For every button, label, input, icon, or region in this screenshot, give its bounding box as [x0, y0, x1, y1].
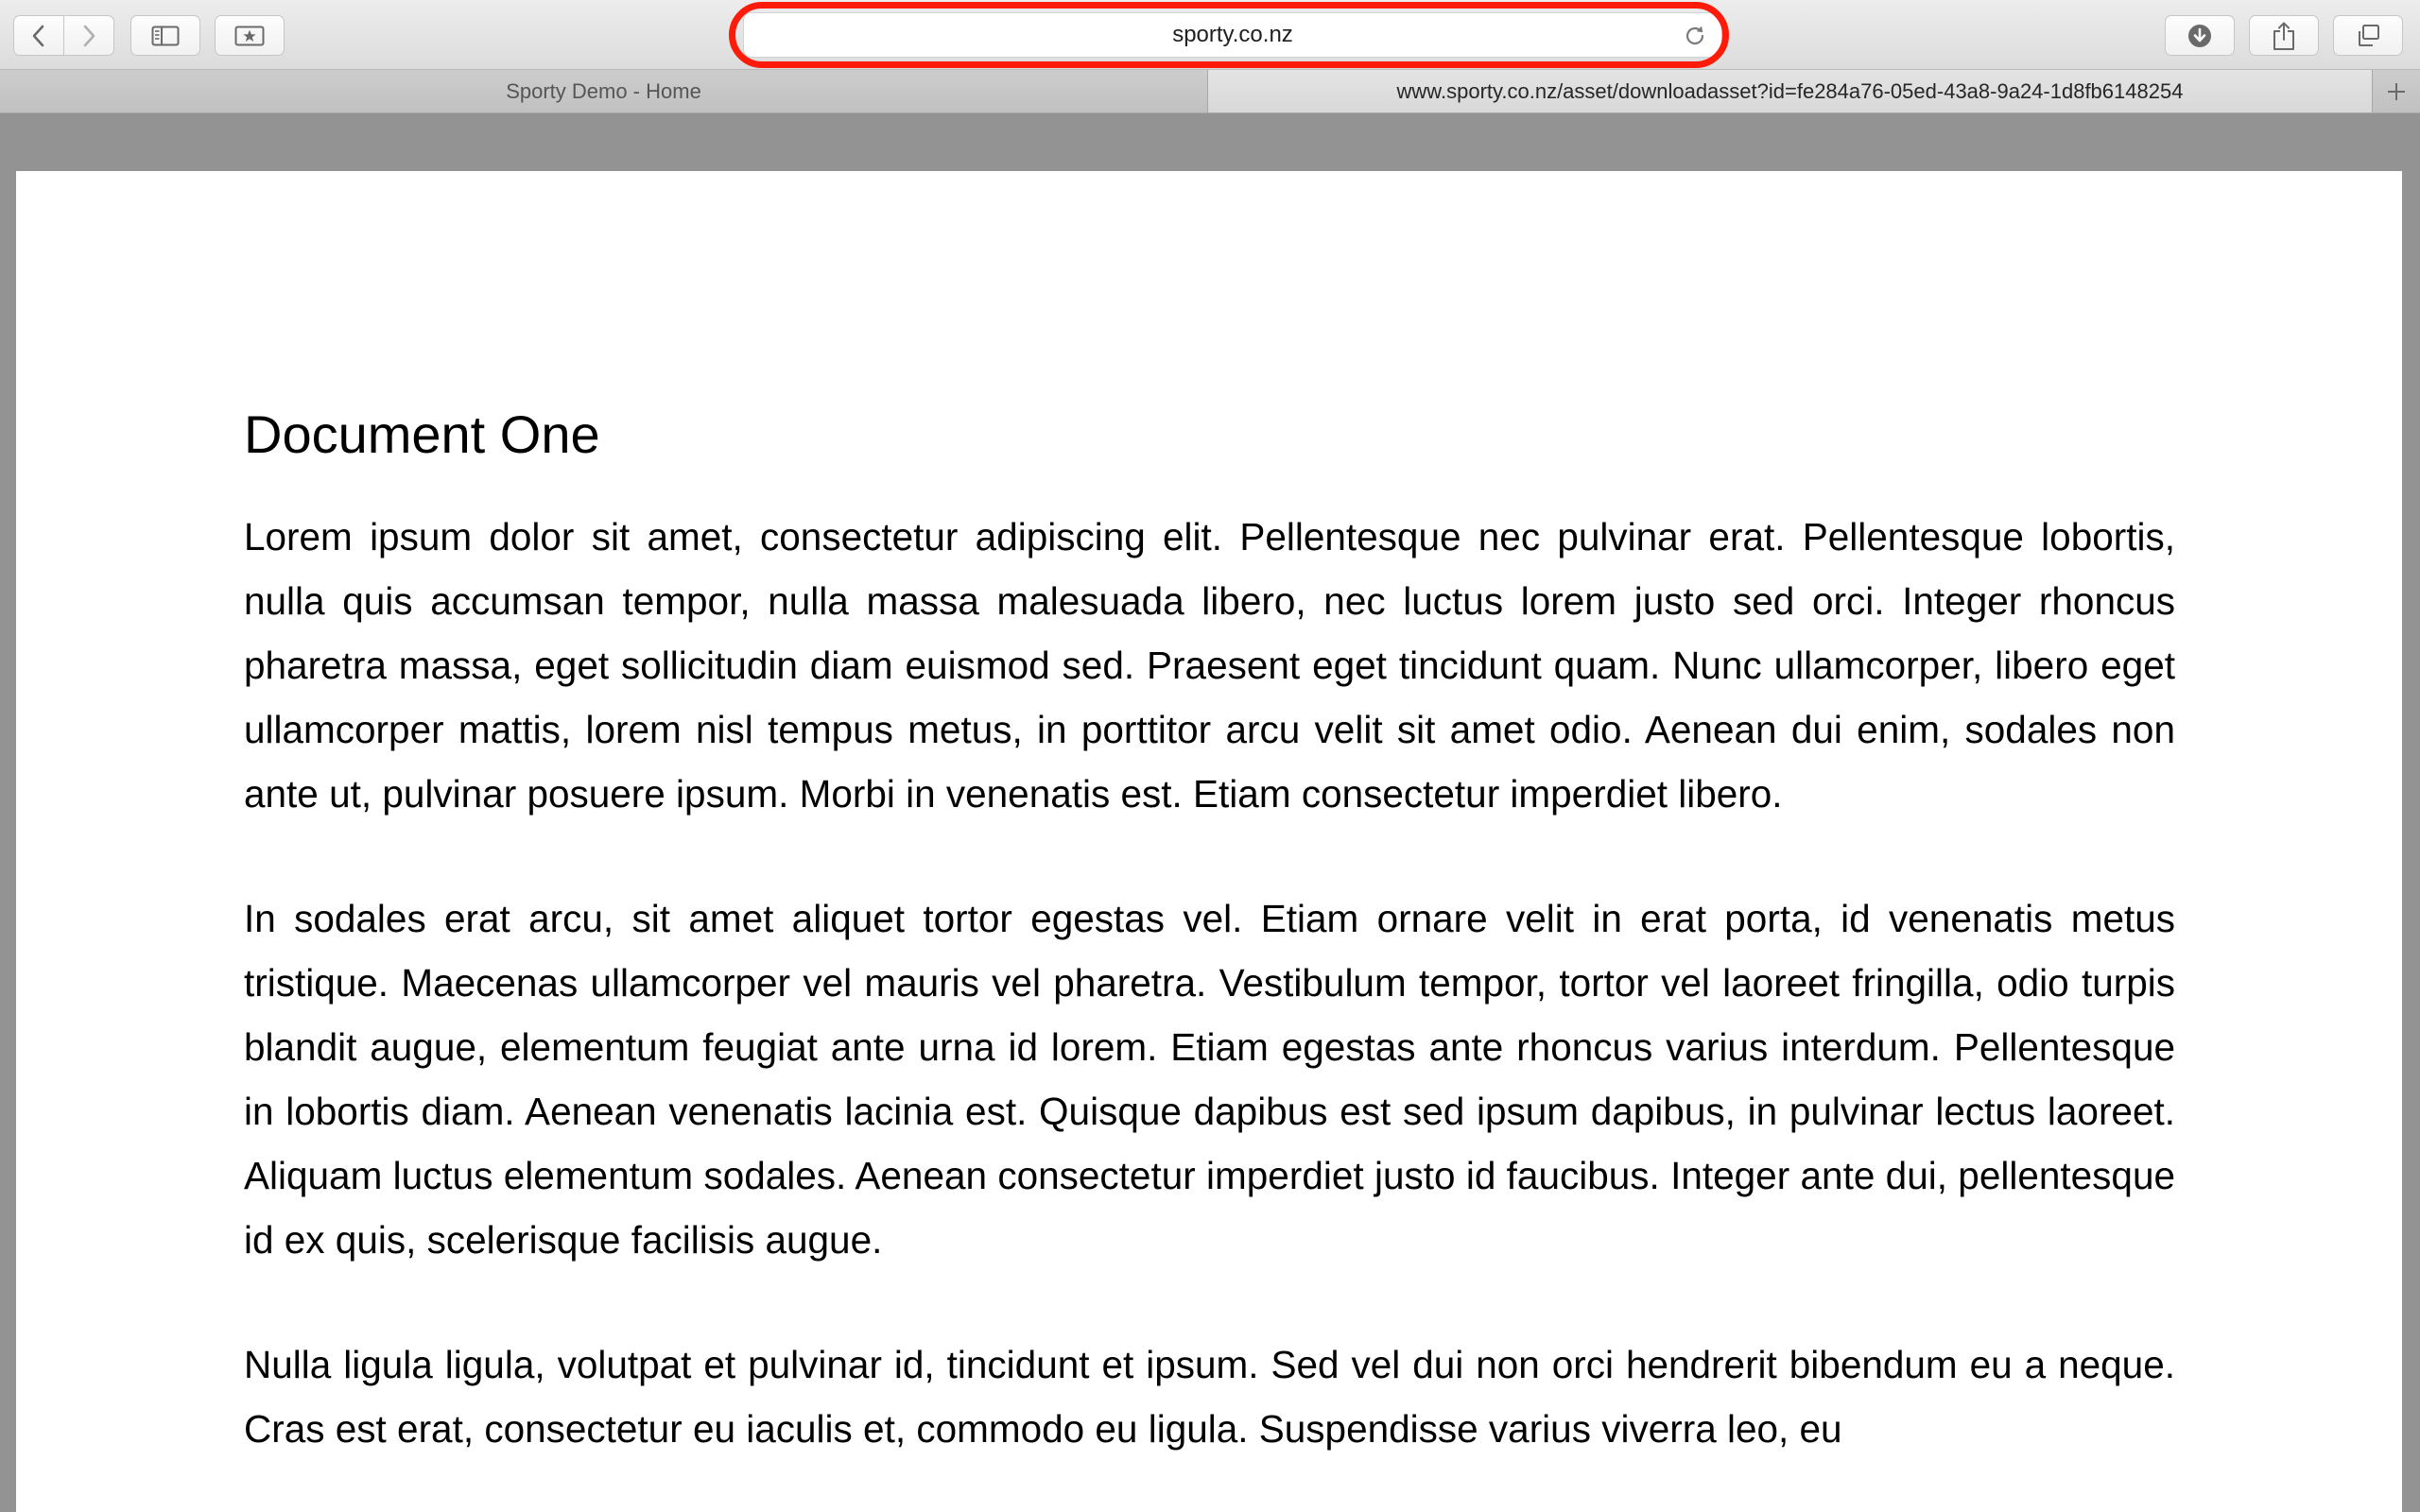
- forward-button[interactable]: [63, 16, 113, 55]
- chevron-left-icon: [30, 24, 47, 48]
- sidebar-button[interactable]: [130, 15, 200, 56]
- new-tab-button[interactable]: [2373, 70, 2420, 112]
- reload-icon[interactable]: [1682, 23, 1708, 49]
- document-paragraph: Nulla ligula ligula, volutpat et pulvinar id, tincidunt et ipsum. Sed vel dui non orci hendrerit bibendum eu a neque. Cras est erat, consectetur eu iaculis et, commodo eu ligula. Suspendisse varius viverra leo, eu: [244, 1343, 2175, 1451]
- document-title: Document One: [244, 404, 600, 464]
- back-button[interactable]: [14, 16, 63, 55]
- document-content: [244, 403, 2175, 1512]
- address-bar[interactable]: [743, 12, 1722, 58]
- chevron-right-icon: [80, 24, 97, 48]
- sidebar-icon: [151, 26, 180, 46]
- download-icon: [2187, 23, 2213, 49]
- star-icon: [234, 26, 265, 46]
- tab-download-asset[interactable]: [1208, 70, 2373, 112]
- browser-toolbar: [0, 0, 2420, 70]
- navigation-buttons: [13, 15, 114, 56]
- pdf-viewer[interactable]: [0, 114, 2420, 1512]
- url-text[interactable]: sporty.co.nz: [1172, 22, 1293, 47]
- tab-label: www.sporty.co.nz/asset/downloadasset?id=fe284a76-05ed-43a8-9a24-1d8fb6148254: [1396, 78, 2184, 103]
- document-paragraph: In sodales erat arcu, sit amet aliquet tortor egestas vel. Etiam ornare velit in erat porta, id venenatis metus tristique. Maecenas ullamcorper vel mauris vel pharetra. Vestibulum tempor, tortor vel laoreet fringilla, odio turpis blandit augue, elementum feugiat ante urna id lorem. Etiam egestas ante rhoncus varius interdum. Pellentesque in lobortis diam. Aenean venenatis lacinia est. Quisque dapibus est sed ipsum dapibus, in pulvinar lectus laoreet. Aliquam luctus elementum sodales. Aenean consectetur imperdiet justo id faucibus. Integer ante dui, pellentesque id ex quis, scelerisque facilisis augue.: [244, 897, 2175, 1262]
- share-button[interactable]: [2249, 15, 2319, 56]
- tab-bar: [0, 70, 2420, 113]
- plus-icon: [2386, 81, 2407, 102]
- share-icon: [2272, 21, 2296, 51]
- tabs-overview-icon: [2355, 24, 2381, 48]
- downloads-button[interactable]: [2165, 15, 2235, 56]
- tabs-overview-button[interactable]: [2333, 15, 2403, 56]
- document-paragraph: Lorem ipsum dolor sit amet, consectetur adipiscing elit. Pellentesque nec pulvinar erat. Pellentesque lobortis, nulla quis accumsan tempor, nulla massa malesuada libero, nec luctus lorem justo sed orci. Integer rhoncus pharetra massa, eget sollicitudin diam euismod sed. Praesent eget tincidunt quam. Nunc ullamcorper, libero eget ullamcorper mattis, lorem nisl tempus metus, in porttitor arcu velit sit amet odio. Aenean dui enim, sodales non ante ut, pulvinar posuere ipsum. Morbi in venenatis est. Etiam consectetur imperdiet libero.: [244, 515, 2175, 816]
- document-page: [16, 171, 2402, 1512]
- bookmarks-button[interactable]: [215, 15, 285, 56]
- tab-label: Sporty Demo - Home: [506, 78, 701, 103]
- tab-sporty-demo-home[interactable]: [0, 70, 1208, 112]
